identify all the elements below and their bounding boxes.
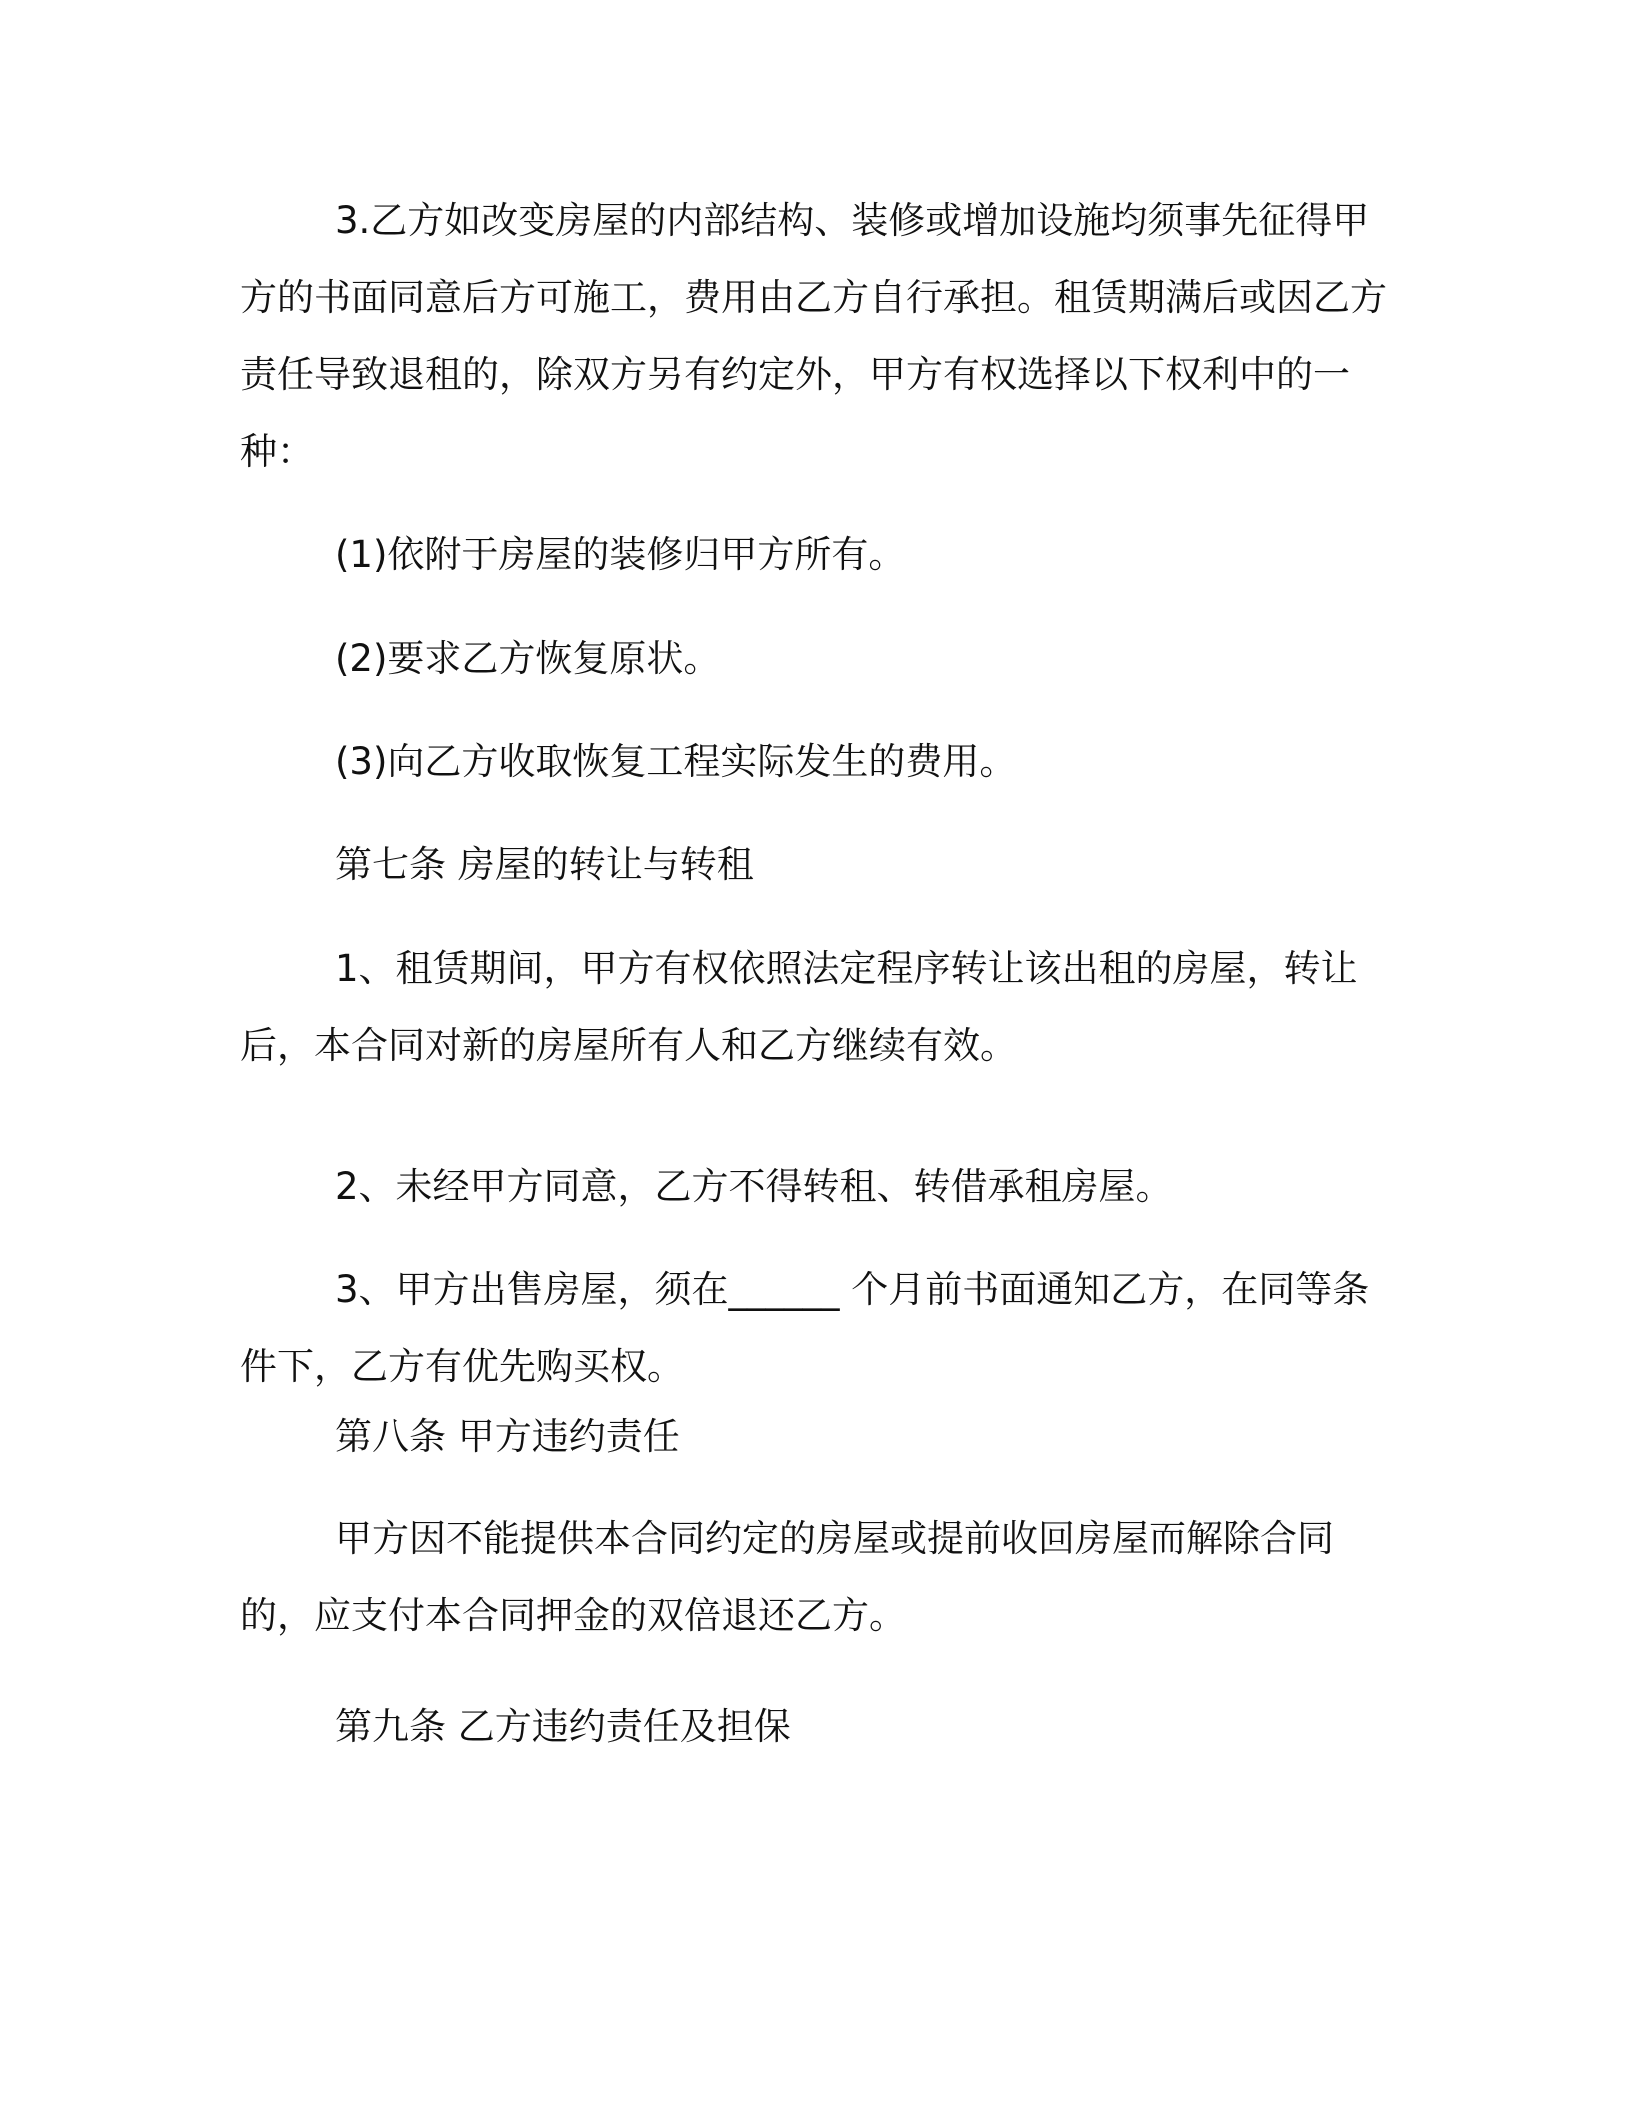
article-7-item-2: 2、未经甲方同意，乙方不得转租、转借承租房屋。 — [335, 1165, 1173, 1208]
article-9-heading: 第九条 乙方违约责任及担保 — [335, 1705, 791, 1748]
article-7-item-1: 1、租赁期间，甲方有权依照法定程序转让该出租的房屋，转让后，本合同对新的房屋所有人和乙方继续有效。 — [240, 947, 1358, 1067]
article-8-heading: 第八条 甲方违约责任 — [335, 1415, 680, 1458]
clause-6-item-3: 3.乙方如改变房屋的内部结构、装修或增加设施均须事先征得甲方的书面同意后方可施工，费用由乙方自行承担。租赁期满后或因乙方责任导致退租的，除双方另有约定外，甲方有权选择以下权利中的一种： — [240, 199, 1387, 473]
option-2: (2)要求乙方恢复原状。 — [335, 637, 721, 680]
article-7-heading: 第七条 房屋的转让与转租 — [335, 843, 754, 886]
article-7-item-3: 3、甲方出售房屋，须在______ 个月前书面通知乙方，在同等条件下，乙方有优先购买权。 — [240, 1268, 1370, 1388]
option-3: (3)向乙方收取恢复工程实际发生的费用。 — [335, 740, 1017, 783]
article-8-body: 甲方因不能提供本合同约定的房屋或提前收回房屋而解除合同的，应支付本合同押金的双倍退还乙方。 — [240, 1517, 1334, 1637]
option-1: (1)依附于房屋的装修归甲方所有。 — [335, 533, 906, 576]
